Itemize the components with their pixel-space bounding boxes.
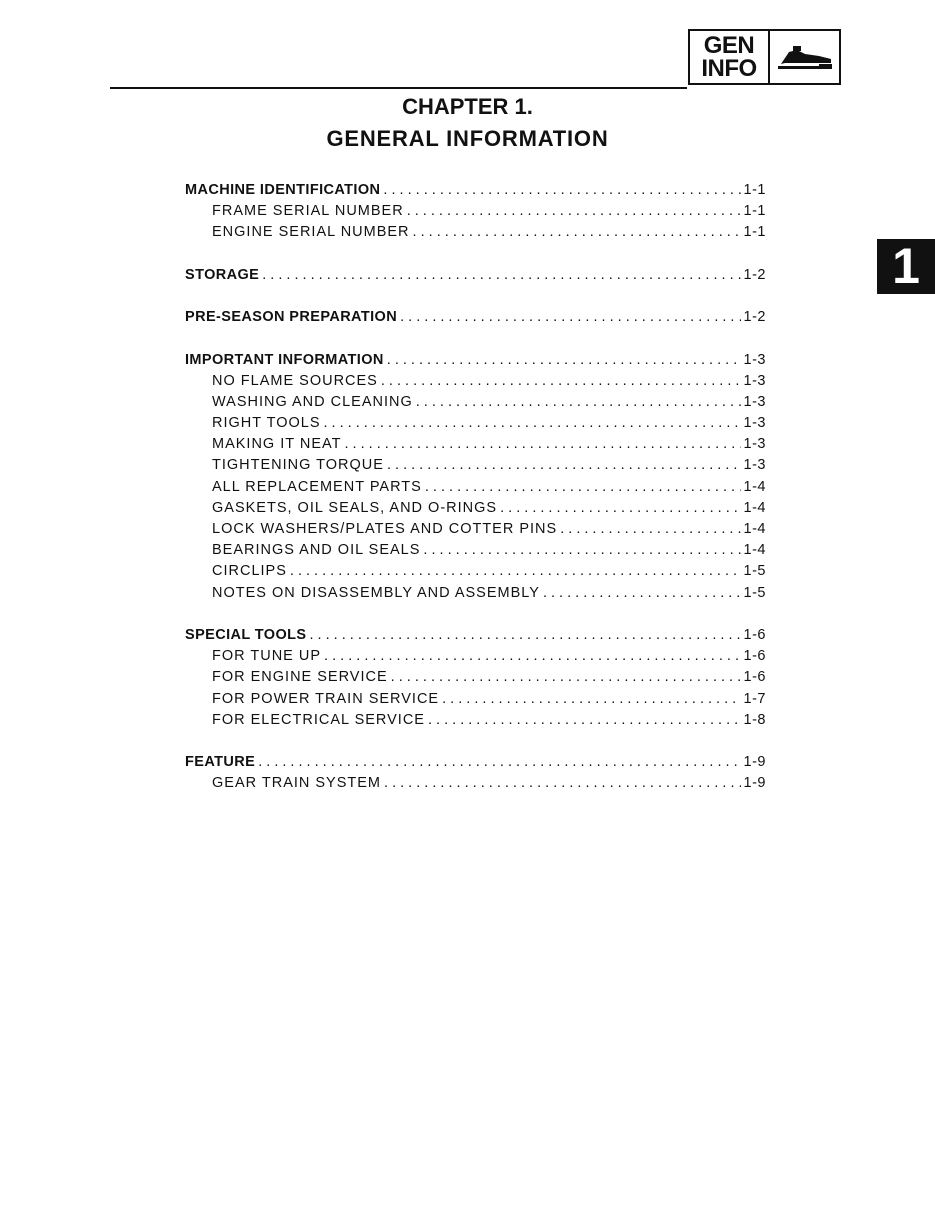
toc-entry-page: 1-3 xyxy=(743,393,766,410)
toc-entry[interactable] xyxy=(185,583,766,604)
toc-entry-title: TIGHTENING TORQUE xyxy=(212,457,384,474)
badge-line-2: INFO xyxy=(701,55,757,82)
toc-leader xyxy=(543,583,741,604)
toc-entry-page: 1-9 xyxy=(743,754,766,771)
toc-leader xyxy=(387,455,741,476)
toc-entry-title: GASKETS, OIL SEALS, AND O-RINGS xyxy=(212,499,498,516)
toc-entry[interactable] xyxy=(185,371,766,392)
toc-entry[interactable] xyxy=(185,646,766,667)
toc-entry-title: NO FLAME SOURCES xyxy=(212,372,378,389)
toc-entry[interactable] xyxy=(185,667,766,688)
toc-leader xyxy=(442,689,740,710)
toc-entry-page: 1-5 xyxy=(743,584,766,601)
toc-entry-page: 1-3 xyxy=(743,351,766,368)
toc-entry-page: 1-3 xyxy=(743,415,766,432)
toc-entry[interactable] xyxy=(185,222,766,243)
toc-leader xyxy=(383,180,740,201)
toc-leader xyxy=(425,477,741,498)
toc-entry-title: GEAR TRAIN SYSTEM xyxy=(212,775,382,792)
toc-leader xyxy=(381,371,741,392)
toc-entry-page: 1-2 xyxy=(743,266,766,283)
toc-entry-page: 1-6 xyxy=(743,648,766,665)
toc-entry[interactable] xyxy=(185,689,766,710)
toc-entry[interactable] xyxy=(185,498,766,519)
toc-entry[interactable] xyxy=(185,434,766,455)
toc-leader xyxy=(423,540,740,561)
toc-entry[interactable] xyxy=(185,350,766,371)
toc-entry[interactable] xyxy=(185,752,766,773)
toc-leader xyxy=(324,413,741,434)
chapter-tab: 1 xyxy=(877,239,935,294)
toc-leader xyxy=(428,710,741,731)
toc-entry[interactable] xyxy=(185,413,766,434)
toc-entry-title: NOTES ON DISASSEMBLY AND ASSEMBLY xyxy=(212,584,540,601)
toc-entry-page: 1-3 xyxy=(743,457,766,474)
toc-entry-page: 1-2 xyxy=(743,309,766,326)
toc-entry-title: RIGHT TOOLS xyxy=(212,415,321,432)
toc-leader xyxy=(262,265,740,286)
toc-leader xyxy=(407,201,741,222)
table-of-contents xyxy=(185,180,766,794)
toc-entry-title: FOR ELECTRICAL SERVICE xyxy=(212,711,425,728)
toc-entry-page: 1-3 xyxy=(743,436,766,453)
badge-label xyxy=(690,31,770,83)
toc-leader xyxy=(560,519,740,540)
toc-entry-title: MAKING IT NEAT xyxy=(212,436,342,453)
toc-entry-title: FRAME SERIAL NUMBER xyxy=(212,203,404,220)
toc-entry[interactable] xyxy=(185,540,766,561)
toc-entry-page: 1-1 xyxy=(743,224,766,241)
toc-entry-page: 1-4 xyxy=(743,499,766,516)
toc-leader xyxy=(384,773,741,794)
toc-leader xyxy=(290,561,741,582)
toc-entry-title: FOR POWER TRAIN SERVICE xyxy=(212,690,440,707)
toc-entry-title: SPECIAL TOOLS xyxy=(185,626,307,643)
toc-entry-title: LOCK WASHERS/PLATES AND COTTER PINS xyxy=(212,521,558,537)
toc-entry-page: 1-1 xyxy=(743,182,766,198)
toc-entry-title: IMPORTANT INFORMATION xyxy=(185,351,384,368)
toc-leader xyxy=(391,667,741,688)
toc-entry[interactable] xyxy=(185,625,766,646)
toc-entry-page: 1-3 xyxy=(743,372,766,389)
toc-leader xyxy=(413,222,741,243)
toc-entry[interactable] xyxy=(185,561,766,582)
toc-entry-title: FEATURE xyxy=(185,754,256,771)
toc-entry[interactable] xyxy=(185,307,766,328)
toc-leader xyxy=(416,392,741,413)
badge-line-1: GEN xyxy=(703,32,755,59)
toc-entry[interactable] xyxy=(185,392,766,413)
toc-entry-title: FOR ENGINE SERVICE xyxy=(212,669,388,686)
toc-entry-title: BEARINGS AND OIL SEALS xyxy=(212,542,421,559)
toc-entry-title: STORAGE xyxy=(185,266,260,283)
toc-entry-page: 1-6 xyxy=(743,626,766,643)
toc-entry-page: 1-9 xyxy=(743,775,766,792)
chapter-number: CHAPTER 1. xyxy=(402,94,533,119)
toc-entry-page: 1-7 xyxy=(743,690,766,707)
toc-leader xyxy=(310,625,741,646)
chapter-title: GENERAL INFORMATION xyxy=(326,126,609,151)
toc-entry-title: MACHINE IDENTIFICATION xyxy=(185,182,381,198)
toc-entry-title: FOR TUNE UP xyxy=(212,648,322,665)
toc-entry[interactable] xyxy=(185,180,766,201)
toc-entry-page: 1-1 xyxy=(743,203,766,220)
section-badge xyxy=(688,29,841,85)
toc-entry-page: 1-4 xyxy=(743,542,766,559)
toc-entry-title: ALL REPLACEMENT PARTS xyxy=(212,478,422,495)
toc-leader xyxy=(344,434,740,455)
toc-entry-page: 1-8 xyxy=(743,711,766,728)
toc-leader xyxy=(387,350,741,371)
toc-leader xyxy=(258,752,740,773)
toc-leader xyxy=(324,646,741,667)
toc-entry-title: WASHING AND CLEANING xyxy=(212,393,413,410)
toc-entry[interactable] xyxy=(185,455,766,476)
toc-entry-page: 1-4 xyxy=(743,521,766,537)
toc-entry[interactable] xyxy=(185,201,766,222)
toc-entry[interactable] xyxy=(185,710,766,731)
toc-entry-title: ENGINE SERIAL NUMBER xyxy=(212,224,410,241)
toc-entry-title: CIRCLIPS xyxy=(212,563,287,580)
toc-leader xyxy=(400,307,740,328)
toc-entry-page: 1-5 xyxy=(743,563,766,580)
snowmobile-icon xyxy=(770,31,839,83)
toc-entry[interactable] xyxy=(185,265,766,286)
toc-entry[interactable] xyxy=(185,477,766,498)
toc-entry-page: 1-6 xyxy=(743,669,766,686)
toc-entry[interactable] xyxy=(185,773,766,794)
header-rule xyxy=(110,87,687,89)
toc-entry[interactable] xyxy=(185,519,766,540)
toc-entry-title: PRE-SEASON PREPARATION xyxy=(185,309,398,326)
toc-leader xyxy=(500,498,740,519)
toc-entry-page: 1-4 xyxy=(743,478,766,495)
